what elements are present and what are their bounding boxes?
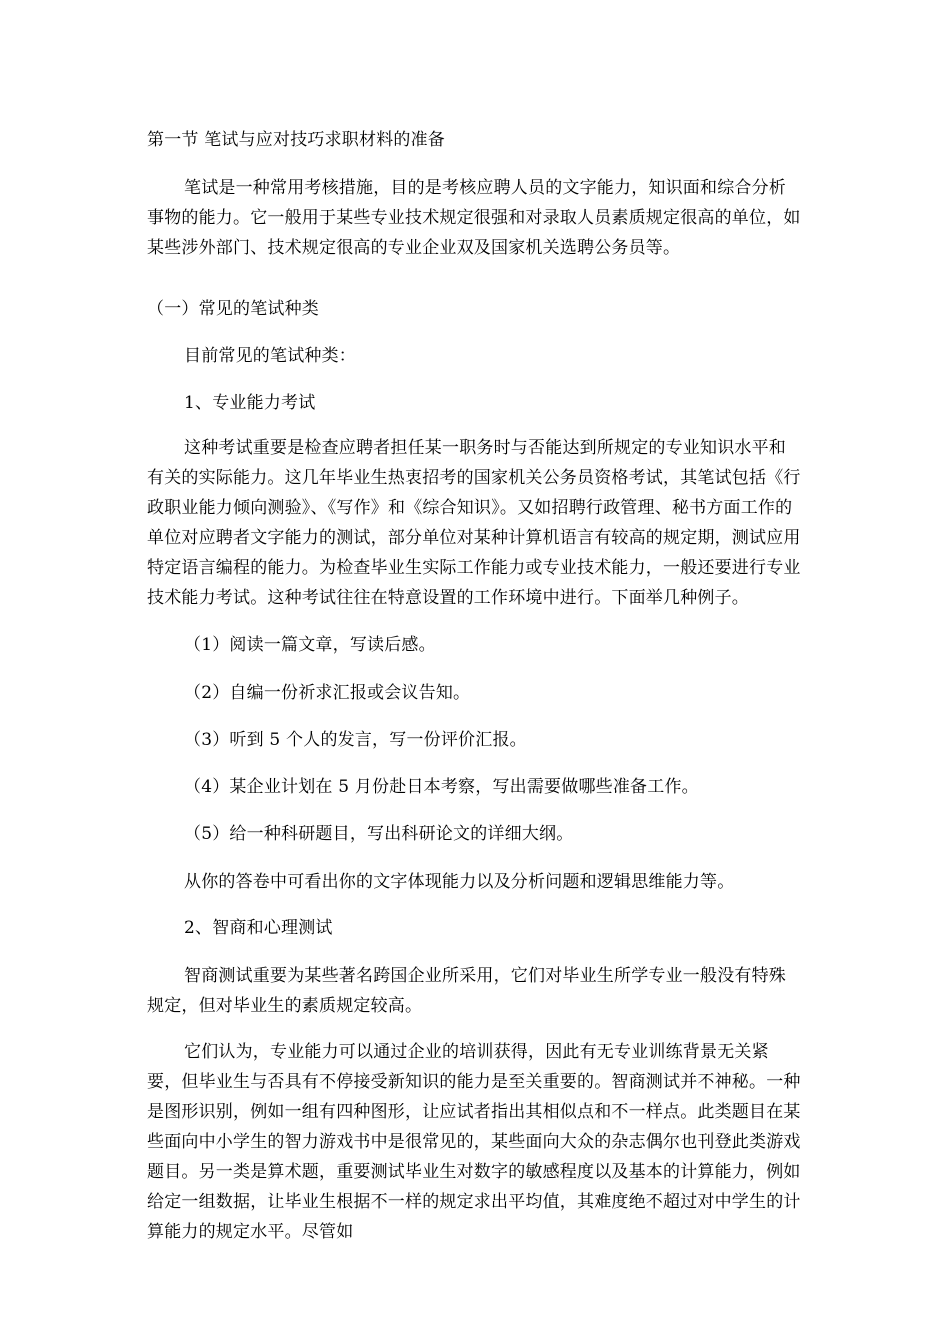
- example-item-5: （5）给一种科研题目，写出科研论文的详细大纲。: [184, 824, 574, 844]
- heading-iq-psych-test: 2、智商和心理测试: [184, 918, 333, 938]
- example-item-1: （1）阅读一篇文章，写读后感。: [184, 635, 436, 655]
- section-title: 第一节 笔试与应对技巧求职材料的准备: [147, 130, 446, 150]
- subheading-written-test-types: （一）常见的笔试种类: [147, 299, 319, 319]
- intro-paragraph: 笔试是一种常用考核措施，目的是考核应聘人员的文字能力，知识面和综合分析事物的能力。它一般用于某些专业技术规定很强和对录取人员素质规定很高的单位，如某些涉外部门、技术规定很高的专业企业双及国家机关选聘公务员等。: [147, 178, 801, 258]
- heading-professional-ability-test: 1、专业能力考试: [184, 393, 316, 413]
- iq-paragraph-1: 智商测试重要为某些著名跨国企业所采用，它们对毕业生所学专业一般没有特殊规定，但对毕业生的素质规定较高。: [147, 966, 786, 1016]
- example-item-4: （4）某企业计划在 5 月份赴日本考察，写出需要做哪些准备工作。: [184, 777, 699, 797]
- example-item-3: （3）听到 5 个人的发言，写一份评价汇报。: [184, 730, 527, 750]
- iq-paragraph-2: 它们认为，专业能力可以通过企业的培训获得，因此有无专业训练背景无关紧要，但毕业生与否具有不停接受新知识的能力是至关重要的。智商测试并不神秘。一种是图形识别，例如一组有四种图形，让应试者指出其相似点和不一样点。此类题目在某些面向中小学生的智力游戏书中是很常见的，某些面向大众的杂志偶尔也刊登此类游戏题目。另一类是算术题，重要测试毕业生对数字的敏感程度以及基本的计算能力，例如给定一组数据，让毕业生根据不一样的规定求出平均值，其难度绝不超过对中学生的计算能力的规定水平。尽管如: [147, 1042, 801, 1242]
- examples-summary: 从你的答卷中可看出你的文字体现能力以及分析问题和逻辑思维能力等。: [184, 872, 735, 892]
- list-intro: 目前常见的笔试种类：: [184, 346, 356, 366]
- example-item-2: （2）自编一份祈求汇报或会议告知。: [184, 683, 471, 703]
- professional-test-paragraph: 这种考试重要是检查应聘者担任某一职务时与否能达到所规定的专业知识水平和有关的实际能力。这几年毕业生热衷招考的国家机关公务员资格考试，其笔试包括《行政职业能力倾向测验》、《写作》和《综合知识》。又如招聘行政管理、秘书方面工作的单位对应聘者文字能力的测试，部分单位对某种计算机语言有较高的规定期，测试应用特定语言编程的能力。为检查毕业生实际工作能力或专业技术能力，一般还要进行专业技术能力考试。这种考试往往在特意设置的工作环境中进行。下面举几种例子。: [147, 438, 801, 608]
